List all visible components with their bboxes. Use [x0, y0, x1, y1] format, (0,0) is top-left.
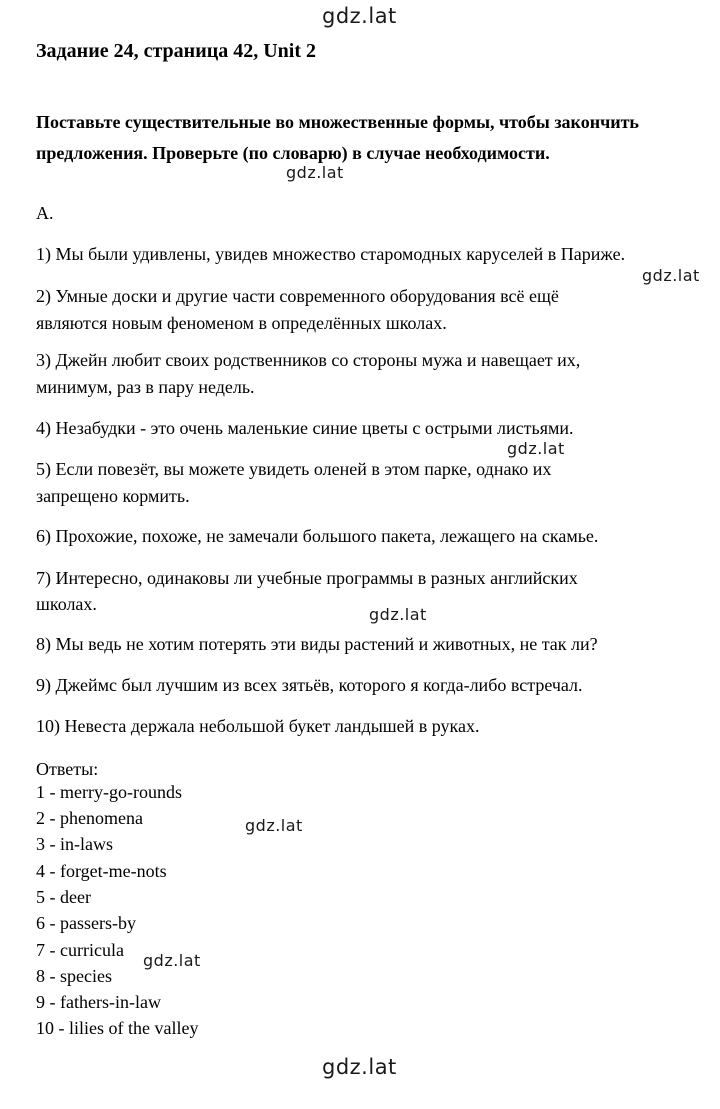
- sentence-3-cont: минимум, раз в пару недель.: [36, 377, 255, 397]
- answer-item: 6 - passers-by: [36, 913, 136, 933]
- watermark: gdz.lat: [642, 266, 700, 285]
- sentence-4: 4) Незабудки - это очень маленькие синие цветы с острыми листьями.: [36, 418, 574, 438]
- sentence-3: 3) Джейн любит своих родственников со стороны мужа и навещает их,: [36, 350, 581, 370]
- task-instruction: Поставьте существительные во множественные формы, чтобы закончить предложения. Проверьте (по словарю) в случае необходимости.: [36, 112, 639, 163]
- sentence-6: 6) Прохожие, похоже, не замечали большого пакета, лежащего на скамье.: [36, 526, 599, 546]
- answer-item: 10 - lilies of the valley: [36, 1018, 199, 1038]
- sentence-2: 2) Умные доски и другие части современного оборудования всё ещё: [36, 286, 559, 306]
- sentence-8: 8) Мы ведь не хотим потерять эти виды растений и животных, не так ли?: [36, 634, 598, 654]
- sentence-5-cont: запрещено кормить.: [36, 486, 190, 506]
- watermark-top: gdz.lat: [322, 4, 397, 28]
- watermark: gdz.lat: [245, 816, 303, 835]
- answer-item: 9 - fathers-in-law: [36, 992, 161, 1012]
- answer-item: 4 - forget-me-nots: [36, 861, 167, 881]
- sentence-7: 7) Интересно, одинаковы ли учебные программы в разных английских: [36, 568, 578, 588]
- watermark-bottom: gdz.lat: [322, 1055, 397, 1079]
- watermark: gdz.lat: [286, 163, 344, 182]
- sentence-1: 1) Мы были удивлены, увидев множество старомодных каруселей в Париже.: [36, 244, 626, 264]
- watermark: gdz.lat: [143, 951, 201, 970]
- answer-item: 5 - deer: [36, 887, 91, 907]
- sentence-9: 9) Джеймс был лучшим из всех зятьёв, которого я когда-либо встречал.: [36, 675, 583, 695]
- answer-item: 1 - merry-go-rounds: [36, 782, 182, 802]
- answer-item: 3 - in-laws: [36, 834, 113, 854]
- answer-item: 8 - species: [36, 966, 112, 986]
- page-title: Задание 24, страница 42, Unit 2: [36, 40, 317, 62]
- section-label: А.: [36, 203, 54, 223]
- watermark: gdz.lat: [507, 439, 565, 458]
- sentence-7-cont: школах.: [36, 594, 97, 614]
- sentence-10: 10) Невеста держала небольшой букет ландышей в руках.: [36, 716, 480, 736]
- watermark: gdz.lat: [369, 605, 427, 624]
- answer-item: 2 - phenomena: [36, 808, 143, 828]
- sentence-2-cont: являются новым феноменом в определённых школах.: [36, 313, 447, 333]
- answers-label: Ответы:: [36, 759, 99, 779]
- answer-item: 7 - curricula: [36, 940, 124, 960]
- sentence-5: 5) Если повезёт, вы можете увидеть оленей в этом парке, однако их: [36, 459, 552, 479]
